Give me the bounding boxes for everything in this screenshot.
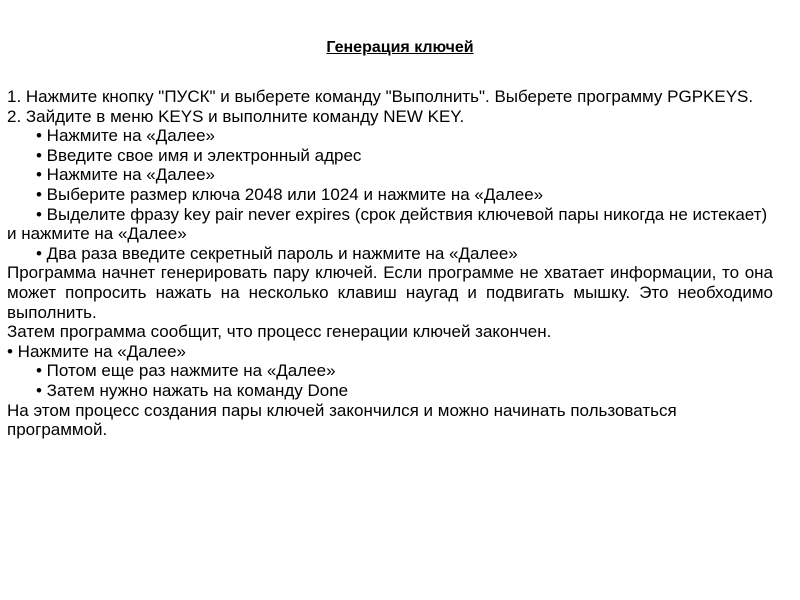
slide-title: Генерация ключей [326,39,474,56]
bullet-passphrase: • Два раза введите секретный пароль и нажмите на «Далее» [36,243,518,263]
bullet-key-size: • Выберите размер ключа 2048 или 1024 и нажмите на «Далее» [36,184,544,204]
bullet-next-3: • Нажмите на «Далее» [7,341,187,361]
slide-body [7,87,773,440]
step-2-text: 2. Зайдите в меню KEYS и выполните команду NEW KEY. [7,106,465,126]
bullet-next-again: • Потом еще раз нажмите на «Далее» [36,361,336,381]
paragraph-generation: Программа начнет генерировать пару ключей. Если программе не хватает информации, то она может попросить нажать на несколько клавиш наугад и подвигать мышку. Это необходимо выполнить. [7,263,773,322]
step-1-text: 1. Нажмите кнопку "ПУСК" и выберете команду "Выполнить". Выберете программу PGPKEYS. [7,87,754,106]
bullet-enter-name-email: • Введите свое имя и электронный адрес [36,145,362,165]
bullet-done: • Затем нужно нажать на команду Done [36,380,349,400]
paragraph-finish: На этом процесс создания пары ключей закончился и можно начинать пользоваться программой. [7,400,677,440]
bullet-next-1: • Нажмите на «Далее» [36,126,216,146]
bullet-key-never-expires: • Выделите фразу key pair never expires (срок действия ключевой пары никогда не истекает) и нажмите на «Далее» [7,204,768,244]
bullet-next-2: • Нажмите на «Далее» [36,165,216,185]
paragraph-generation-complete: Затем программа сообщит, что процесс генерации ключей закончен. [7,322,552,342]
